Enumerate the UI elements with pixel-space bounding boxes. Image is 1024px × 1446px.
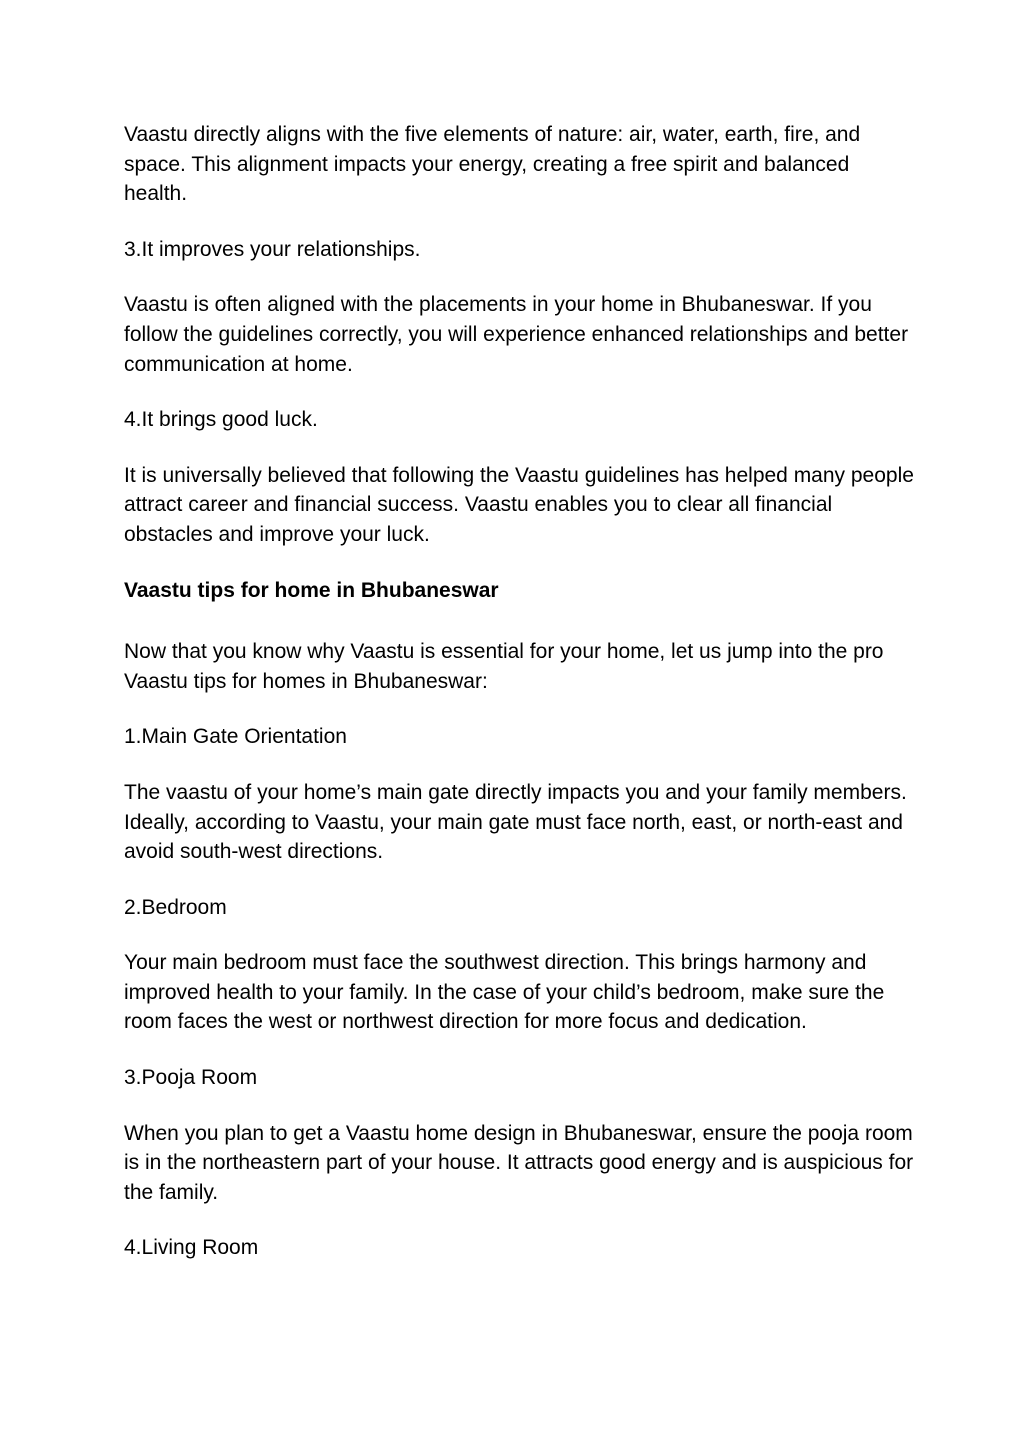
- tip-pooja-room: 3.Pooja Room: [124, 1066, 258, 1090]
- section-heading: Vaastu tips for home in Bhubaneswar: [124, 578, 499, 602]
- paragraph-good-luck: It is universally believed that following the Vaastu guidelines has helped many people attract career and financial success. Vaastu enables you to clear all financial obstacles and improve your luck.: [124, 463, 914, 546]
- tip-bedroom: 2.Bedroom: [124, 895, 227, 919]
- tip-main-gate: 1.Main Gate Orientation: [124, 725, 347, 749]
- paragraph-five-elements: Vaastu directly aligns with the five elements of nature: air, water, earth, fire, and space. This alignment impacts your energy, creating a free spirit and balanced health.: [124, 123, 861, 206]
- point-good-luck: 4.It brings good luck.: [124, 408, 318, 432]
- paragraph-pooja-room: When you plan to get a Vaastu home design in Bhubaneswar, ensure the pooja room is in the northeastern part of your house. It attracts good energy and is auspicious for the family.: [124, 1121, 914, 1204]
- paragraph-bedroom: Your main bedroom must face the southwest direction. This brings harmony and improved health to your family. In the case of your child’s bedroom, make sure the room faces the west or northwest direction for more focus and dedication.: [124, 951, 885, 1034]
- paragraph-intro-tips: Now that you know why Vaastu is essential for your home, let us jump into the pro Vaastu tips for homes in Bhubaneswar:: [124, 640, 884, 693]
- document-page: [124, 120, 914, 1263]
- paragraph-main-gate: The vaastu of your home’s main gate directly impacts you and your family members. Ideally, according to Vaastu, your main gate must face north, east, or north-east and avoid south-west directions.: [124, 780, 907, 864]
- paragraph-relationships: Vaastu is often aligned with the placements in your home in Bhubaneswar. If you follow the guidelines correctly, you will experience enhanced relationships and better communication at home.: [124, 293, 909, 376]
- point-relationships: 3.It improves your relationships.: [124, 237, 421, 261]
- tip-living-room: 4.Living Room: [124, 1236, 259, 1260]
